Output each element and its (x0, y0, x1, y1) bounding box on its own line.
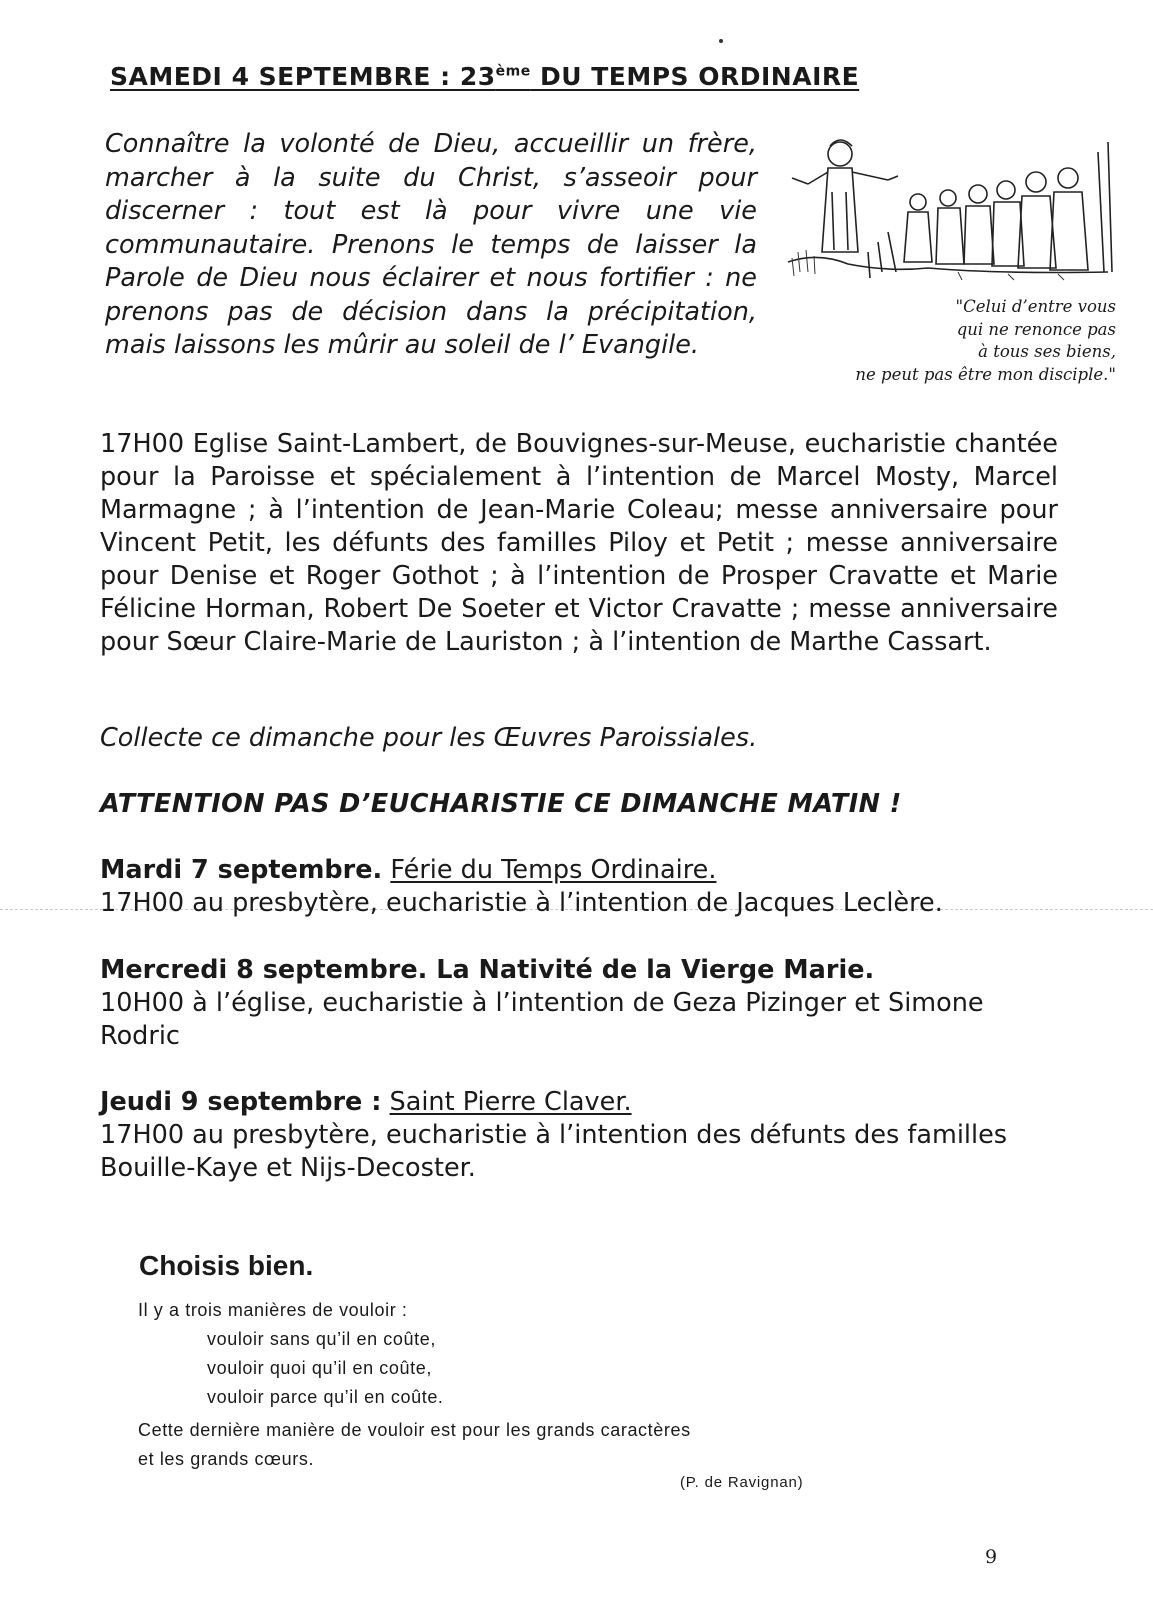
day-intentions: 17H00 au presbytère, eucharistie à l’intention de Jacques Leclère. (100, 888, 943, 918)
day-heading: Jeudi 9 septembre : (100, 1087, 382, 1117)
liturgy-name: Saint Pierre Claver. (389, 1087, 632, 1117)
quote-line: ne peut pas être mon disciple." (855, 364, 1116, 384)
reflection-text (138, 1296, 691, 1474)
day-intentions: 10H00 à l’église, eucharistie à l’intention de Geza Pizinger et Simone Rodric (100, 988, 984, 1051)
attention-notice: ATTENTION PAS D’EUCHARISTIE CE DIMANCHE MATIN ! (100, 789, 902, 819)
day-entry-wednesday (100, 954, 1058, 1053)
reflection-line: Cette dernière manière de vouloir est pour les grands caractères (138, 1420, 691, 1440)
day-heading: Mercredi 8 septembre. La Nativité de la Vierge Marie. (100, 955, 875, 985)
page-number: 9 (985, 1546, 998, 1568)
reflection-title: Choisis bien. (139, 1250, 314, 1281)
intro-paragraph: Connaître la volonté de Dieu, accueillir un frère, marcher à la suite du Christ, s’asseoir pour discerner : tout est là pour vivre une vie communautaire. Prenons le temps de laisser la Parole de Dieu nous éclairer et nous fortifier : ne prenons pas de décision dans la précipitation, mais laissons les mûrir au soleil de l’ Evangile. (105, 129, 757, 360)
reflection-line: vouloir quoi qu’il en coûte, (207, 1358, 432, 1378)
quote-line: à tous ses biens, (978, 342, 1116, 361)
reflection-line: vouloir sans qu’il en coûte, (207, 1329, 436, 1349)
collecte-note: Collecte ce dimanche pour les Œuvres Paroissiales. (100, 723, 758, 753)
reflection-line: et les grands cœurs. (138, 1449, 315, 1469)
reflection-line: vouloir parce qu’il en coûte. (207, 1387, 444, 1407)
title-text-suffix: DU TEMPS ORDINAIRE (530, 62, 860, 91)
gospel-quote (768, 296, 1116, 386)
title-text: SAMEDI 4 SEPTEMBRE : 23 (110, 62, 496, 91)
scan-speck (719, 39, 723, 43)
day-entry-tuesday (100, 854, 1058, 920)
title-superscript: ème (495, 63, 531, 80)
reflection-line: Il y a trois manières de vouloir : (138, 1300, 408, 1320)
liturgy-name: Férie du Temps Ordinaire. (390, 855, 717, 885)
jesus-crowd-illustration (778, 132, 1114, 282)
saturday-mass-intentions: 17H00 Eglise Saint-Lambert, de Bouvignes-sur-Meuse, eucharistie chantée pour la Paroisse et spécialement à l’intention de Marcel Mosty, Marcel Marmagne ; à l’intention de Jean-Marie Coleau; messe anniversaire pour Vincent Petit, les défunts des familles Piloy et Petit ; messe anniversaire pour Denise et Roger Gothot ; à l’intention de Prosper Cravatte et Marie Félicine Horman, Robert De Soeter et Victor Cravatte ; messe anniversaire pour Sœur Claire-Marie de Lauriston ; à l’intention de Marthe Cassart. (100, 429, 1058, 657)
quote-line: "Celui d’entre vous (955, 297, 1116, 316)
page-title (110, 62, 859, 91)
day-heading: Mardi 7 septembre. (100, 855, 383, 885)
reflection-author: (P. de Ravignan) (680, 1474, 804, 1491)
day-entry-thursday (100, 1086, 1058, 1185)
quote-line: qui ne renonce pas (956, 319, 1116, 339)
day-intentions: 17H00 au presbytère, eucharistie à l’intention des défunts des familles Bouille-Kaye et Nijs-Decoster. (100, 1120, 1008, 1183)
